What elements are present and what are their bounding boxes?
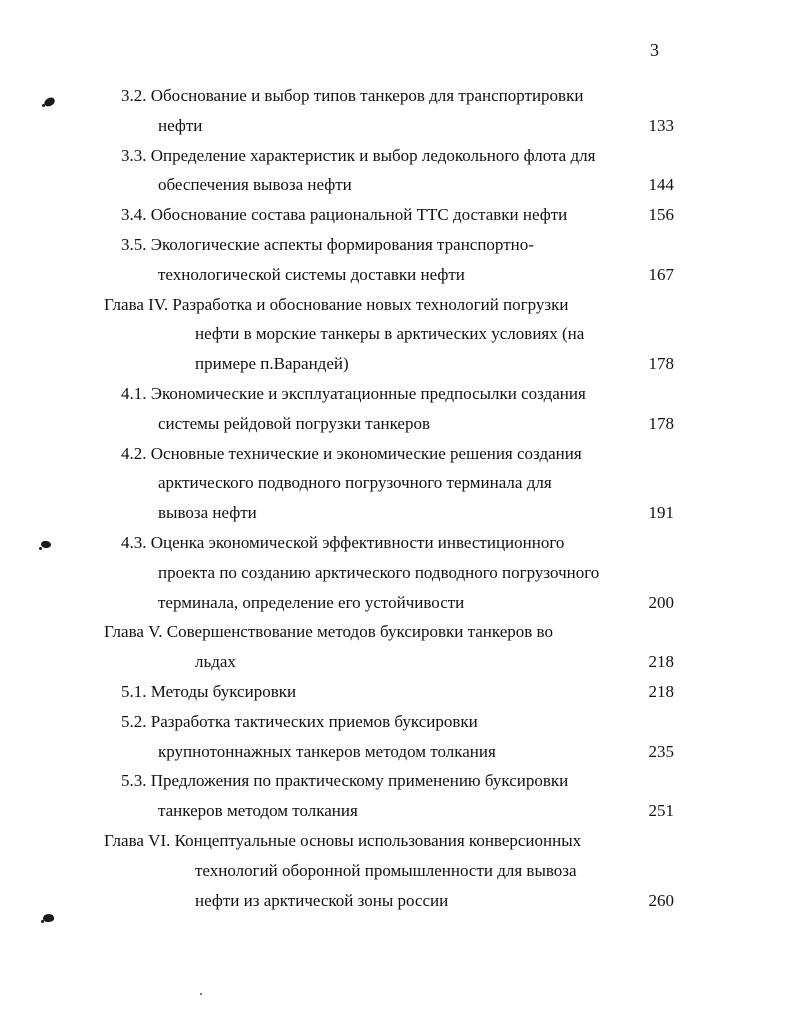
toc-line — [0, 439, 794, 469]
toc-entry-text: технологической системы доставки нефти — [158, 264, 465, 284]
toc-line — [0, 558, 794, 588]
toc-entry-text: 3.3. Определение характеристик и выбор ледокольного флота для — [121, 145, 596, 165]
toc-entry-text: технологий оборонной промышленности для вывоза — [195, 860, 577, 880]
toc-line — [0, 230, 794, 260]
toc-entry-text: 4.2. Основные технические и экономические решения создания — [121, 443, 582, 463]
toc-entry-text: проекта по созданию арктического подводного погрузочного — [158, 562, 600, 582]
page-number: 3 — [650, 40, 659, 60]
toc-entry-text: Глава IV. Разработка и обоснование новых технологий погрузки — [104, 294, 569, 314]
toc-line — [0, 468, 794, 498]
toc-entry-text: 5.3. Предложения по практическому применению буксировки — [121, 771, 569, 791]
toc-entry-text: примере п.Варандей) — [195, 354, 349, 374]
toc-line — [0, 170, 794, 200]
toc-page-number: 156 — [648, 205, 674, 225]
toc-line — [0, 588, 794, 618]
toc-line — [0, 379, 794, 409]
scan-artifact — [200, 993, 202, 995]
toc-page-number: 235 — [648, 741, 674, 761]
toc-line — [0, 796, 794, 826]
toc-line — [0, 766, 794, 796]
toc-line — [0, 111, 794, 141]
toc-entry-text: системы рейдовой погрузки танкеров — [158, 413, 430, 433]
toc-entry-text: Глава VI. Концептуальные основы использования конверсионных — [104, 830, 582, 850]
toc-entry-text: вывоза нефти — [158, 503, 257, 523]
toc-line — [0, 319, 794, 349]
toc-entry-text: арктического подводного погрузочного терминала для — [158, 473, 552, 493]
toc-entry-text: 3.5. Экологические аспекты формирования транспортно- — [121, 234, 534, 254]
toc-entry-text: нефти из арктической зоны россии — [195, 890, 449, 910]
toc-page-number: 260 — [648, 890, 674, 910]
toc-line — [0, 200, 794, 230]
scan-artifact — [41, 920, 44, 923]
toc-line — [0, 737, 794, 767]
toc-line — [0, 260, 794, 290]
toc-page-number: 144 — [648, 175, 674, 195]
toc-line — [0, 617, 794, 647]
toc-page-number: 218 — [648, 652, 674, 672]
toc-entry-text: нефти в морские танкеры в арктических условиях (на — [195, 324, 585, 344]
toc-page-number: 178 — [648, 413, 674, 433]
toc-entry-text: обеспечения вывоза нефти — [158, 175, 352, 195]
toc-page-number: 167 — [648, 264, 674, 284]
toc-entry-text: 3.4. Обоснование состава рациональной ТТС доставки нефти — [121, 205, 568, 225]
toc-page-number: 218 — [648, 681, 674, 701]
toc-line — [0, 856, 794, 886]
table-of-contents — [0, 81, 794, 915]
toc-page-number: 200 — [648, 592, 674, 612]
toc-line — [0, 349, 794, 379]
toc-line — [0, 826, 794, 856]
toc-line — [0, 81, 794, 111]
toc-line — [0, 498, 794, 528]
scan-artifact — [42, 913, 54, 923]
scan-artifact — [39, 547, 42, 550]
toc-line — [0, 707, 794, 737]
toc-page-number: 178 — [648, 354, 674, 374]
scan-artifact — [42, 104, 45, 107]
toc-entry-text: Глава V. Совершенствование методов буксировки танкеров во — [104, 622, 553, 642]
toc-entry-text: 3.2. Обоснование и выбор типов танкеров для транспортировки — [121, 86, 584, 105]
toc-page-number: 251 — [648, 801, 674, 821]
toc-entry-text: 4.3. Оценка экономической эффективности инвестиционного — [121, 532, 565, 552]
toc-entry-text: крупнотоннажных танкеров методом толкания — [158, 741, 496, 761]
toc-entry-text: 4.1. Экономические и эксплуатационные предпосылки создания — [121, 383, 586, 403]
toc-line — [0, 647, 794, 677]
toc-entry-text: нефти — [158, 115, 203, 135]
toc-line — [0, 290, 794, 320]
toc-line — [0, 141, 794, 171]
toc-line — [0, 409, 794, 439]
toc-entry-text: терминала, определение его устойчивости — [158, 592, 465, 612]
toc-entry-text: танкеров методом толкания — [158, 801, 358, 821]
toc-entry-text: льдах — [195, 652, 236, 672]
toc-line — [0, 886, 794, 916]
toc-page-number: 133 — [648, 115, 674, 135]
toc-page-number: 191 — [648, 503, 674, 523]
toc-line — [0, 677, 794, 707]
toc-line — [0, 528, 794, 558]
toc-entry-text: 5.2. Разработка тактических приемов буксировки — [121, 711, 478, 731]
toc-entry-text: 5.1. Методы буксировки — [121, 681, 297, 701]
